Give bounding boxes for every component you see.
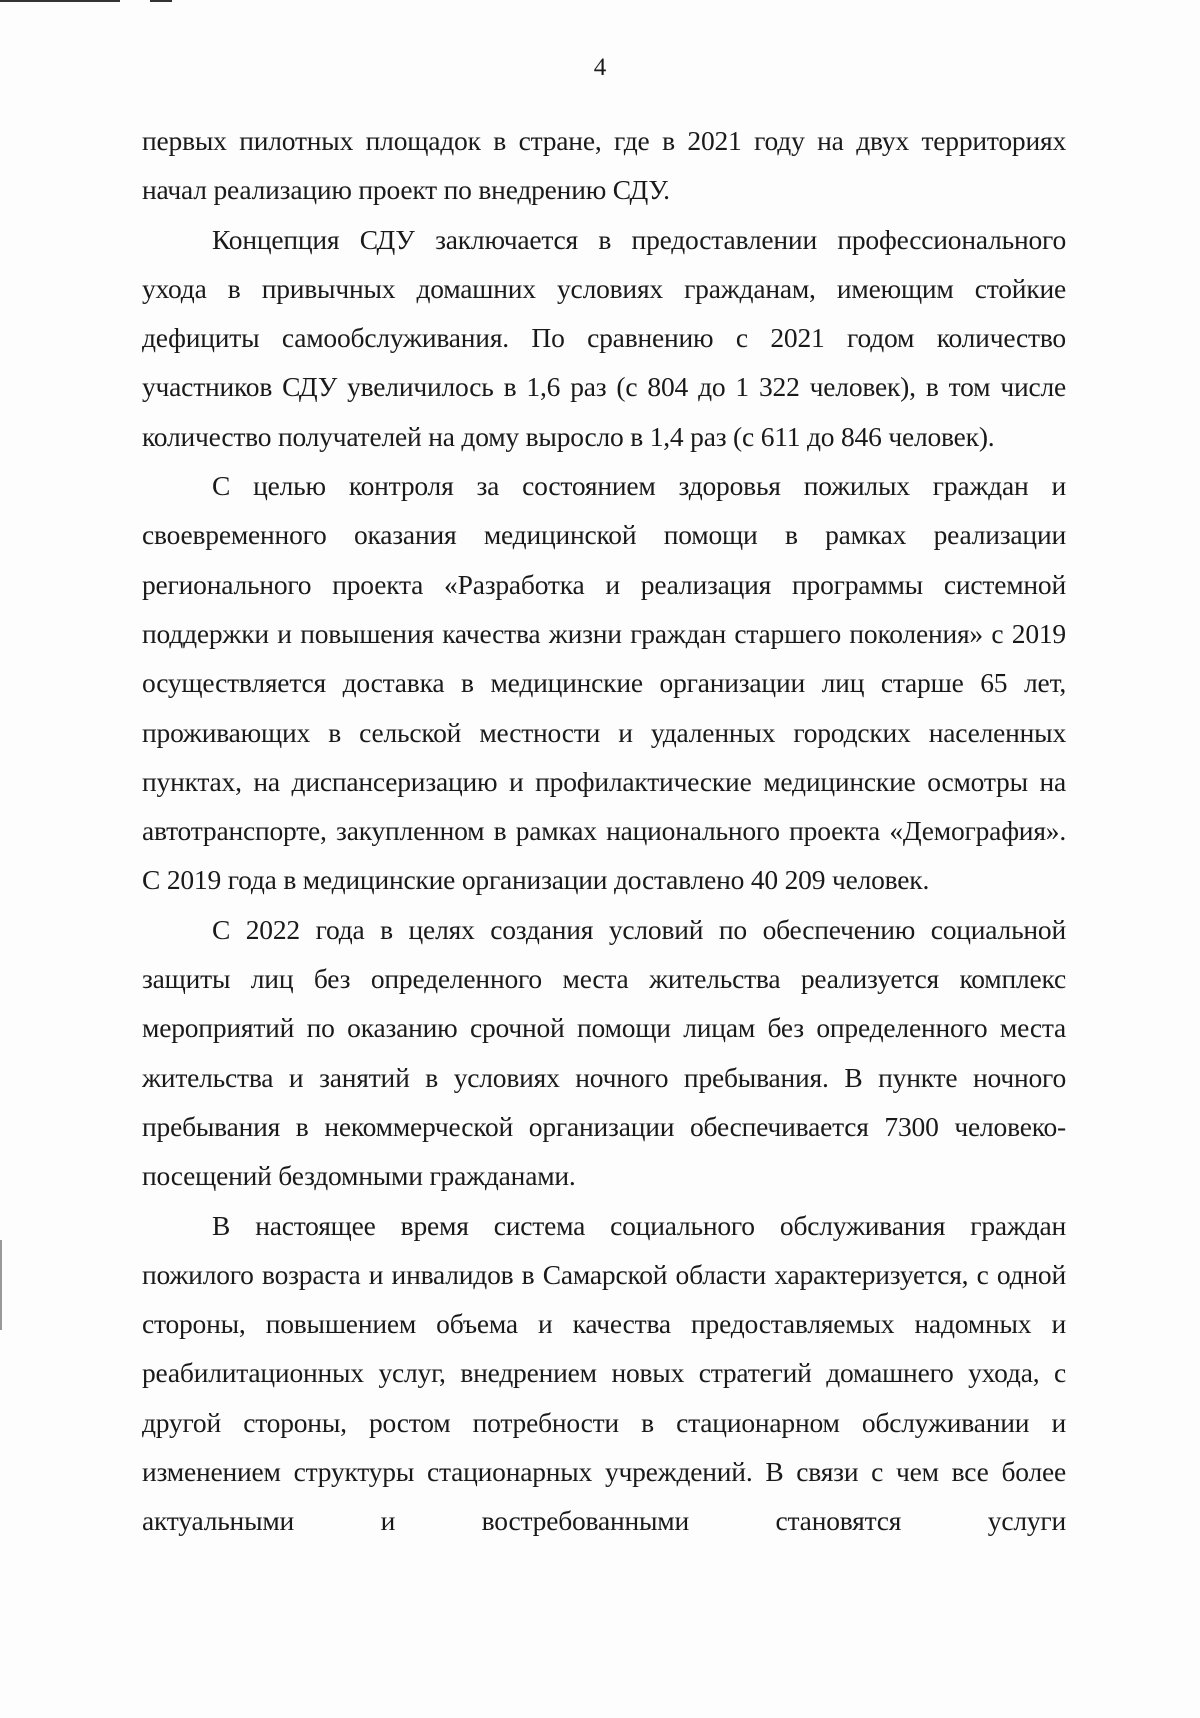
paragraph: С целью контроля за состоянием здоровья пожилых граждан и своевременного оказания медицинской помощи в рамках реализации регионального проекта «Разработка и реализация программы системной поддержки и повышения качества жизни граждан старшего поколения» с 2019 осуществляется доставка в медицинские организации лиц старше 65 лет, проживающих в сельской местности и удаленных городских населенных пунктах, на диспансеризацию и профилактические медицинские осмотры на автотранспорте, закупленном в рамках национального проекта «Демография». С 2019 года в медицинские организации доставлено 40 209 человек. — [142, 470, 1066, 896]
scan-edge-mark — [150, 0, 172, 2]
scan-edge-mark — [0, 0, 120, 2]
paragraph: первых пилотных площадок в стране, где в 2021 году на двух территориях начал реализацию проект по внедрению СДУ. — [142, 125, 1066, 206]
paragraph: Концепция СДУ заключается в предоставлении профессионального ухода в привычных домашних условиях гражданам, имеющим стойкие дефициты самообслуживания. По сравнению с 2021 годом количество участников СДУ увеличилось в 1,6 раз (с 804 до 1 322 человек), в том числе количество получателей на дому выросло в 1,4 раз (с 611 до 846 человек). — [142, 223, 1066, 452]
page-number: 4 — [593, 54, 607, 81]
document-body — [142, 116, 1066, 1546]
paragraph: В настоящее время система социального обслуживания граждан пожилого возраста и инвалидов в Самарской области характеризуется, с одной стороны, повышением объема и качества предоставляемых надомных и реабилитационных услуг, внедрением новых стратегий домашнего ухода, с другой стороны, ростом потребности в стационарном обслуживании и изменением структуры стационарных учреждений. В связи с чем все более актуальными и востребованными становятся услуги — [142, 1209, 1066, 1537]
paragraph: С 2022 года в целях создания условий по обеспечению социальной защиты лиц без определенного места жительства реализуется комплекс мероприятий по оказанию срочной помощи лицам без определенного места жительства и занятий в условиях ночного пребывания. В пункте ночного пребывания в некоммерческой организации обеспечивается 7300 человеко-посещений бездомными гражданами. — [142, 913, 1066, 1192]
scan-edge-mark — [0, 1240, 2, 1330]
